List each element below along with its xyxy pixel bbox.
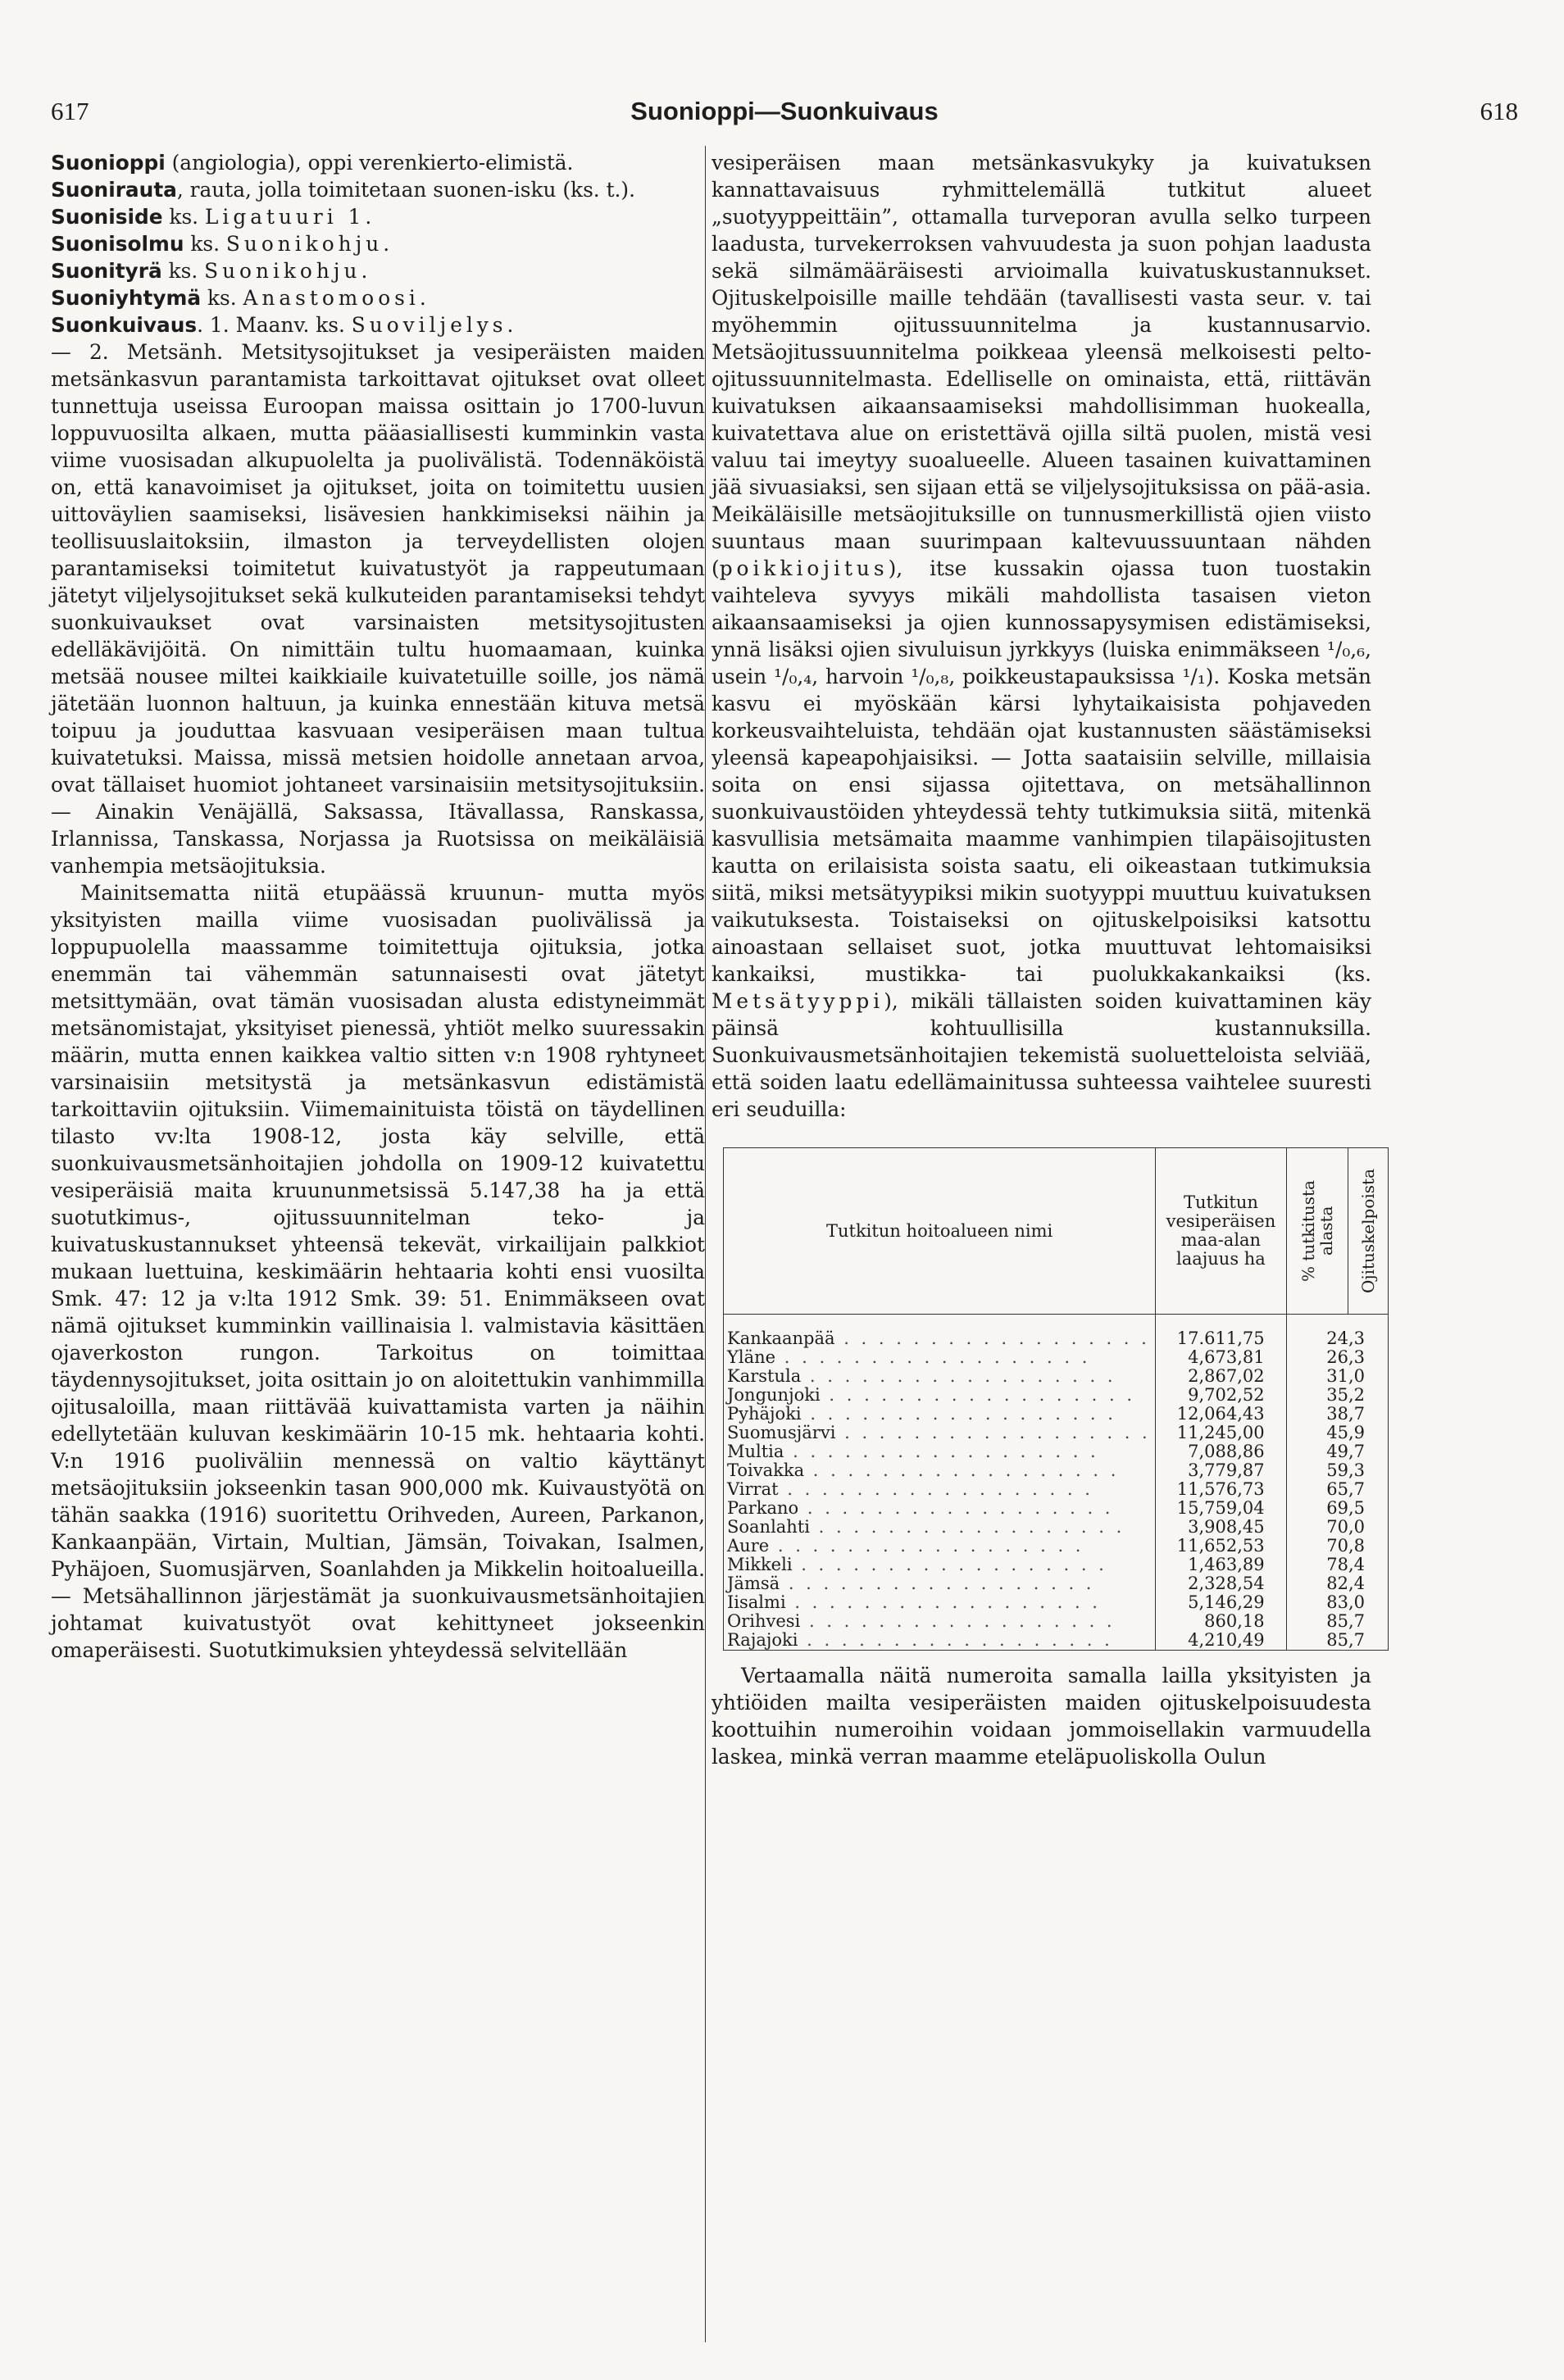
- area-value-cell: 9,702,52: [1156, 1386, 1286, 1405]
- leader-dots: . . . . . . . . . . . . . . . . . .: [792, 1556, 1107, 1574]
- drainage-table: [723, 1147, 1389, 1651]
- percent-value-cell: 35,2: [1286, 1386, 1388, 1405]
- area-value-cell: 17.611,75: [1156, 1315, 1286, 1349]
- page-number-right: 618: [1480, 97, 1518, 125]
- table-row: [724, 1405, 1389, 1424]
- paragraph-vertaamalla: Vertaamalla näitä numeroita samalla lailla yksityisten ja yhtiöiden mailta vesiperäisten maiden ojituskelpoisuudesta koottuihin numeroihin voidaan jommoisellakin varmuudella laskea, minkä verran maamme eteläpuoliskolla Oulun: [712, 1664, 1371, 1769]
- percent-value-cell: 69,5: [1286, 1499, 1388, 1518]
- column-header-area-name: Tutkitun hoitoalueen nimi: [724, 1148, 1156, 1315]
- leader-dots: . . . . . . . . . . . . . . . . . .: [800, 1612, 1116, 1631]
- area-value-cell: 7,088,86: [1156, 1442, 1286, 1461]
- entry-suonityra: Suonityrä ks. Suonikohju.: [51, 259, 372, 283]
- area-name-cell: Orihvesi . . . . . . . . . . . . . . . . . .: [724, 1612, 1156, 1631]
- area-value-cell: 4,673,81: [1156, 1348, 1286, 1367]
- percent-value-cell: 70,0: [1286, 1518, 1388, 1537]
- leader-dots: . . . . . . . . . . . . . . . . . .: [835, 1424, 1151, 1442]
- leader-dots: . . . . . . . . . . . . . . . . . .: [775, 1348, 1091, 1367]
- percent-value-cell: 31,0: [1286, 1367, 1388, 1386]
- column-header-surveyed-area: Tutkitun vesiperäisen maa-alan laajuus ha: [1156, 1148, 1286, 1315]
- area-name-cell: Multia . . . . . . . . . . . . . . . . . .: [724, 1442, 1156, 1461]
- table-row: [724, 1518, 1389, 1537]
- cross-reference-link[interactable]: Metsätyyppi: [712, 989, 884, 1013]
- area-value-cell: 3,908,45: [1156, 1518, 1286, 1537]
- leader-dots: . . . . . . . . . . . . . . . . . .: [784, 1442, 1099, 1461]
- area-name-cell: Virrat . . . . . . . . . . . . . . . . . .: [724, 1480, 1156, 1499]
- area-name-cell: Kankaanpää . . . . . . . . . . . . . . . . . .: [724, 1315, 1156, 1349]
- table-row: [724, 1612, 1389, 1631]
- area-name-cell: Jämsä . . . . . . . . . . . . . . . . . .: [724, 1574, 1156, 1593]
- area-value-cell: 860,18: [1156, 1612, 1286, 1631]
- column-divider: [705, 146, 706, 2342]
- leader-dots: . . . . . . . . . . . . . . . . . .: [798, 1631, 1113, 1650]
- table-row: [724, 1315, 1389, 1349]
- leader-dots: . . . . . . . . . . . . . . . . . .: [780, 1574, 1095, 1593]
- table-row: [724, 1593, 1389, 1612]
- entry-suonkuivaus: Suonkuivaus. 1. Maanv. ks. Suoviljelys.: [51, 313, 518, 337]
- cross-reference-link[interactable]: Suoviljelys.: [351, 313, 518, 337]
- entry-suonisolmu: Suonisolmu ks. Suonikohju.: [51, 232, 394, 256]
- entry-suonioppi: Suonioppi (angiologia), oppi verenkierto-elimistä.: [51, 151, 574, 175]
- table-row: [724, 1537, 1389, 1556]
- table-row: [724, 1499, 1389, 1518]
- area-value-cell: 5,146,29: [1156, 1593, 1286, 1612]
- cross-reference-link[interactable]: Suonikohju.: [204, 259, 372, 283]
- table-row: [724, 1631, 1389, 1651]
- page-header: [51, 97, 1518, 129]
- area-name-cell: Aure . . . . . . . . . . . . . . . . . .: [724, 1537, 1156, 1556]
- area-value-cell: 4,210,49: [1156, 1631, 1286, 1651]
- leader-dots: . . . . . . . . . . . . . . . . . .: [820, 1386, 1135, 1405]
- percent-value-cell: 83,0: [1286, 1593, 1388, 1612]
- percent-value-cell: 38,7: [1286, 1405, 1388, 1424]
- area-value-cell: 11,576,73: [1156, 1480, 1286, 1499]
- area-name-cell: Suomusjärvi . . . . . . . . . . . . . . . . . .: [724, 1424, 1156, 1442]
- right-column: [712, 149, 1378, 1770]
- running-title: Suonioppi—Suonkuivaus: [630, 97, 939, 125]
- percent-value-cell: 85,7: [1286, 1631, 1388, 1651]
- percent-value-cell: 78,4: [1286, 1556, 1388, 1574]
- paragraph-mainitsematta: Mainitsematta niitä etupäässä kruunun- mutta myös yksityisten mailla viime vuosisadan puolivälissä ja loppupuolella maassamme toimitettuja ojituksia, jotka enemmän tai vähemmän satunnaisesti ovat jätetyt metsittymään, ovat tämän vuosisadan alusta edistyneimmät metsänomistajat, yksityiset pienessä, yhtiöt melko suuressakin määrin, mutta ennen kaikkea valtio sitten v:n 1908 ryhtyneet varsinaisiin metsitystä ja metsänkasvun edistämistä tarkoittaviin ojituksiin. Viimemainituista töistä on täydellinen tilasto vv:lta 1908-12, josta käy selville, että suonkuivausmetsänhoitajien johdolla on 1909-12 kuivatettu vesiperäisiä maita kruununmetsissä 5.147,38 ha ja että suotutkimus-, ojitussuunnitelman teko- ja kuivatuskustannukset yhteensä tekevät, virkailijain palkkiot mukaan luettuina, keskimäärin hehtaaria kohti ensi vuosilta Smk. 47: 12 ja v:lta 1912 Smk. 39: 51. Enimmäkseen ovat nämä ojitukset kumminkin vaillinaisia l. valmistavia käsittäen ojaverkoston rungon. Tarkoitus on toimittaa täydennysojitukset, joita osittain jo on aloitettukin vanhimmilla ojitusaloilla, maan riittävää kuivattamista varten ja näihin edellytetään kuluvan keskimäärin 10-15 mk. hehtaaria kohti. V:n 1916 puoliväliin mennessä on valtio käyttänyt metsäojituksiin jokseenkin tasan 900,000 mk. Kuivaustyötä on tähän saakka (1916) suoritettu Orihveden, Aureen, Parkanon, Kankaanpään, Virtain, Multian, Jämsän, Toivakan, Isalmen, Pyhäjoen, Suomusjärven, Soanlahden ja Mikkelin hoitoalueilla. — Metsähallinnon järjestämät ja suonkuivausmetsänhoitajien johtamat kuivatustyöt ovat kehittyneet jokseenkin omaperäisesti. Suotutkimuksien yhteydessä selvitellään: [51, 881, 705, 1662]
- area-value-cell: 12,064,43: [1156, 1405, 1286, 1424]
- percent-value-cell: 65,7: [1286, 1480, 1388, 1499]
- area-value-cell: 1,463,89: [1156, 1556, 1286, 1574]
- table-row: [724, 1424, 1389, 1442]
- table-row: [724, 1461, 1389, 1480]
- table-row: [724, 1556, 1389, 1574]
- area-name-cell: Rajajoki . . . . . . . . . . . . . . . . . .: [724, 1631, 1156, 1651]
- table-row: [724, 1348, 1389, 1367]
- area-name-cell: Mikkeli . . . . . . . . . . . . . . . . . .: [724, 1556, 1156, 1574]
- paragraph-ojitus: vesiperäisen maan metsänkasvukyky ja kuivatuksen kannattavaisuus ryhmittelemällä tutkitut alueet „suotyyppeittäin”, ottamalla turveporan avulla selko turpeen laadusta, turvekerroksen vahvuudesta ja suon pohjan laadusta sekä silmämääräisesti arvioimalla kuivatuskustannukset. Ojituskelpoisille maille tehdään (tavallisesti vasta seur. v. tai myöhemmin ojitussuunnitelma ja kustannusarvio. Metsäojitussuunnitelma poikkeaa yleensä melkoisesti pelto-ojitussuunnitelmasta. Edelliselle on ominaista, että, riittävän kuivatuksen aikaansaamiseksi mahdollisimman huokealla, kuivatettava alue on eristettävä ojilla siltä puolen, mistä vesi valuu tai imeytyy suoalueelle. Alueen tasainen kuivattaminen jää sivuasiaksi, sen sijaan että se viljelysojituksissa on pää-asia. Meikäläisille metsäojituksille on tunnusmerkillistä ojien viisto suuntaus maan suurimpaan kaltevuussuuntaan nähden (poikkiojitus), itse kussakin ojassa tuon tuostakin vaihteleva syvyys mikäli mahdollista tasaisen vieton aikaansaamiseksi ja ojien kunnossapysymisen edistämiseksi, ynnä lisäksi ojien sivuluisun jyrkkyys (luiska enimmäkseen ¹/₀,₆, usein ¹/₀,₄, harvoin ¹/₀,₈, poikkeustapauksissa ¹/₁). Koska metsän kasvu ei myöskään kärsi lyhytaikaisista pohjaveden korkeusvaihteluista, tehdään ojat kustannusten säästämiseksi yleensä kapeapohjaisiksi. — Jotta saataisiin selville, millaisia soita on ensi sijassa ojitettava, on metsähallinnon suonkuivaustöiden yhteydessä tehty tutkimuksia siitä, mitenkä kasvullisia metsämaita maamme vanhimpien tilapäisojitusten kautta on erilaisista soista saatu, eli oikeastaan tutkimuksia siitä, miksi metsätyypiksi mikin suotyyppi muuttuu kuivatuksen vaikutuksesta. Toistaiseksi on ojituskelpoisiksi katsottu ainoastaan sellaiset suot, jotka muuttuvat lehtomaisiksi kankaiksi, mustikka- tai puolukkakankaiksi (ks. Metsätyyppi), mikäli tällaisten soiden kuivattaminen käy päinsä kohtuullisilla kustannuksilla. Suonkuivausmetsänhoitajien tekemistä suoluetteloista selviää, että soiden laatu edellämainitussa suhteessa vaihtelee suuresti eri seuduilla:: [712, 151, 1371, 1121]
- area-name-cell: Karstula . . . . . . . . . . . . . . . . . .: [724, 1367, 1156, 1386]
- percent-value-cell: 85,7: [1286, 1612, 1388, 1631]
- percent-value-cell: 59,3: [1286, 1461, 1388, 1480]
- leader-dots: . . . . . . . . . . . . . . . . . .: [801, 1367, 1116, 1386]
- area-name-cell: Yläne . . . . . . . . . . . . . . . . . .: [724, 1348, 1156, 1367]
- percent-value-cell: 24,3: [1286, 1315, 1388, 1349]
- percent-value-cell: 82,4: [1286, 1574, 1388, 1593]
- cross-reference-link[interactable]: Suonikohju.: [225, 232, 394, 256]
- area-name-cell: Toivakka . . . . . . . . . . . . . . . . . .: [724, 1461, 1156, 1480]
- leader-dots: . . . . . . . . . . . . . . . . . .: [834, 1329, 1150, 1348]
- table-row: [724, 1367, 1389, 1386]
- area-value-cell: 15,759,04: [1156, 1499, 1286, 1518]
- column-header-drainable: Ojituskelpoista: [1348, 1148, 1388, 1315]
- leader-dots: . . . . . . . . . . . . . . . . . .: [778, 1480, 1093, 1499]
- entry-suoniside: Suoniside ks. Ligatuuri 1.: [51, 205, 376, 229]
- percent-value-cell: 70,8: [1286, 1537, 1388, 1556]
- entry-suoniyhtyma: Suoniyhtymä ks. Anastomoosi.: [51, 286, 430, 310]
- cross-reference-link[interactable]: poikkiojitus: [719, 556, 889, 580]
- area-value-cell: 2,328,54: [1156, 1574, 1286, 1593]
- table-row: [724, 1386, 1389, 1405]
- cross-reference-link[interactable]: Anastomoosi.: [243, 286, 430, 310]
- table-row: [724, 1442, 1389, 1461]
- column-header-percent: % tutkitusta alasta: [1286, 1148, 1348, 1315]
- leader-dots: . . . . . . . . . . . . . . . . . .: [769, 1537, 1084, 1556]
- table-row: [724, 1480, 1389, 1499]
- area-value-cell: 11,245,00: [1156, 1424, 1286, 1442]
- leader-dots: . . . . . . . . . . . . . . . . . .: [798, 1499, 1114, 1518]
- leader-dots: . . . . . . . . . . . . . . . . . .: [801, 1405, 1116, 1424]
- cross-reference-link[interactable]: Ligatuuri 1.: [204, 205, 376, 229]
- percent-value-cell: 45,9: [1286, 1424, 1388, 1442]
- area-value-cell: 11,652,53: [1156, 1537, 1286, 1556]
- entry-suonirauta: Suonirauta, rauta, jolla toimitetaan suonen-isku (ks. t.).: [51, 178, 635, 202]
- page-number-left: 617: [51, 97, 89, 125]
- area-name-cell: Pyhäjoki . . . . . . . . . . . . . . . . . .: [724, 1405, 1156, 1424]
- leader-dots: . . . . . . . . . . . . . . . . . .: [785, 1593, 1101, 1612]
- area-name-cell: Soanlahti . . . . . . . . . . . . . . . . . .: [724, 1518, 1156, 1537]
- percent-value-cell: 26,3: [1286, 1348, 1388, 1367]
- area-value-cell: 3,779,87: [1156, 1461, 1286, 1480]
- leader-dots: . . . . . . . . . . . . . . . . . .: [810, 1518, 1125, 1537]
- paragraph-metsanhoito: — 2. Metsänh. Metsitysojitukset ja vesiperäisten maiden metsänkasvun parantamista tarkoittavat ojitukset ovat olleet tunnettuja useissa Euroopan maissa osittain jo 1700-luvun loppuvuosilta alkaen, mutta pääasiallisesti kumminkin vasta viime vuosisadan alkupuolelta ja puolivälistä. Todennäköistä on, että kanavoimiset ja ojitukset, joita on toimitettu uusien uittoväylien saamiseksi, lisävesien hankkimiseksi näihin ja teollisuuslaitoksiin, ilmaston ja terveydellisten olojen parantamiseksi toimitetut kuivatustyöt ja rappeutumaan jätetyt viljelysojitukset sekä kulkuteiden parantamiseksi tehdyt suonkuivaukset ovat varsinaisten metsitysojitusten edelläkävijöitä. On nimittäin tultu huomaamaan, kuinka metsää nousee miltei kaikkiaile kuivatetuille soille, jos nämä jätetään luonnon haltuun, ja kuinka ennestään kituva metsä toipuu ja jouduttaa kasvuaan vesiperäisen maan tultua kuivatetuksi. Maissa, missä metsien hoidolle annetaan arvoa, ovat tällaiset huomiot johtaneet varsinaisiin metsitysojituksiin. — Ainakin Venäjällä, Saksassa, Itävallassa, Ranskassa, Irlannissa, Tanskassa, Norjassa ja Ruotsissa on meikäläisiä vanhempia metsäojituksia.: [51, 340, 705, 878]
- area-name-cell: Iisalmi . . . . . . . . . . . . . . . . . .: [724, 1593, 1156, 1612]
- percent-value-cell: 49,7: [1286, 1442, 1388, 1461]
- area-name-cell: Jongunjoki . . . . . . . . . . . . . . . . . .: [724, 1386, 1156, 1405]
- area-value-cell: 2,867,02: [1156, 1367, 1286, 1386]
- area-name-cell: Parkano . . . . . . . . . . . . . . . . . .: [724, 1499, 1156, 1518]
- table-row: [724, 1574, 1389, 1593]
- left-column: [51, 149, 705, 1664]
- leader-dots: . . . . . . . . . . . . . . . . . .: [804, 1461, 1120, 1480]
